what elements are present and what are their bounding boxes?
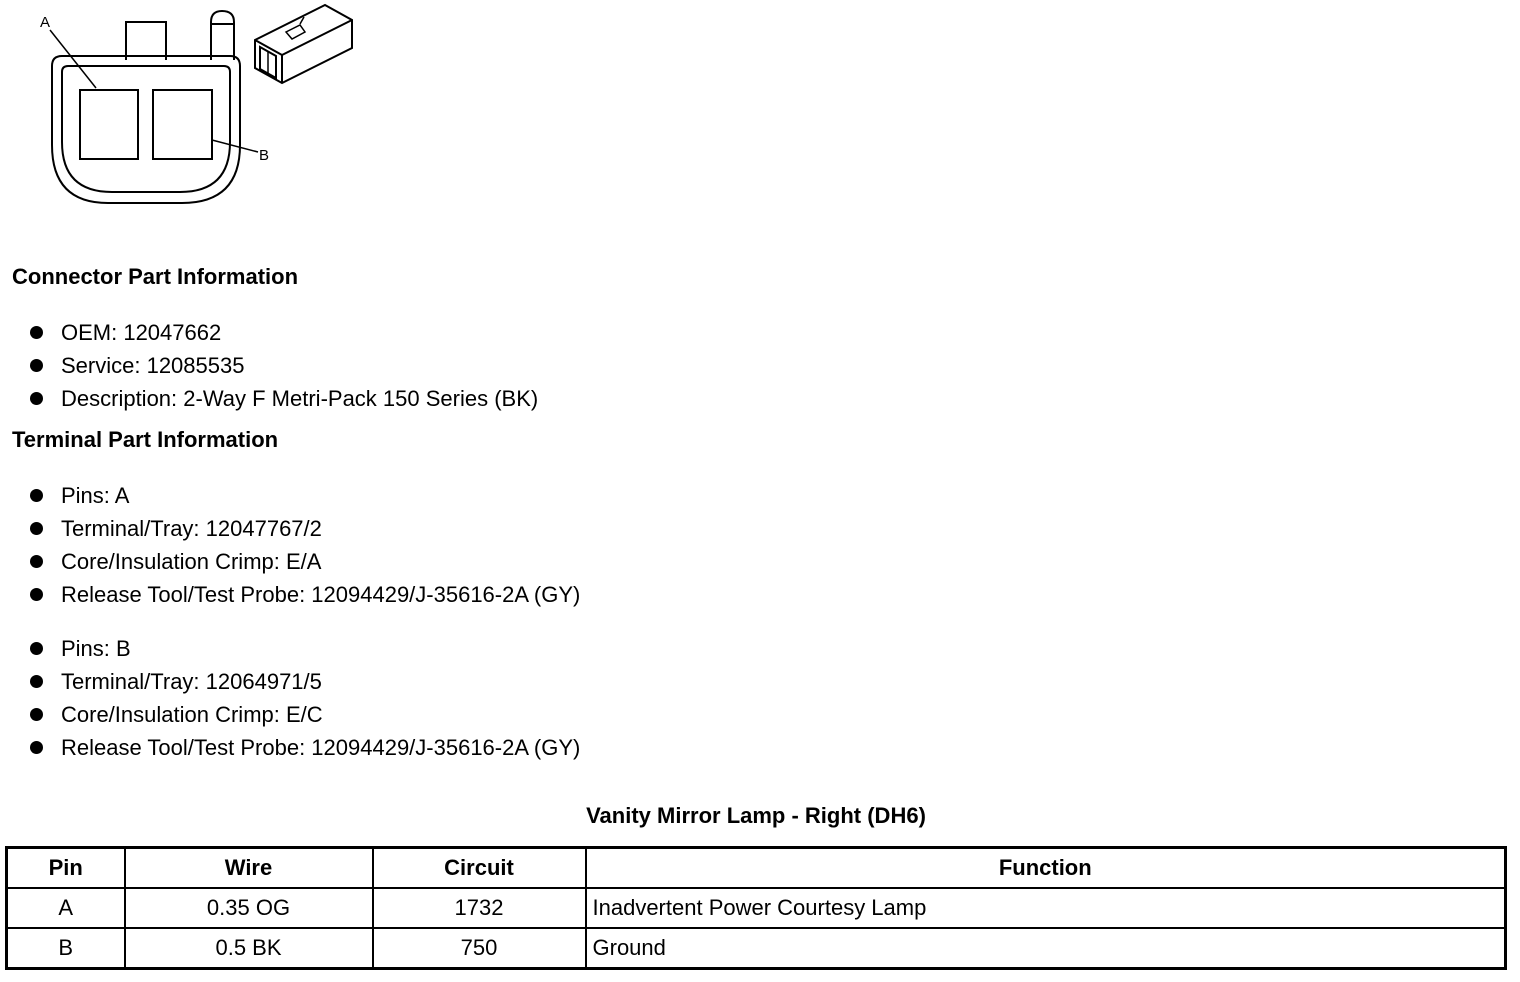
list-item [28, 382, 538, 415]
list-item [28, 316, 538, 349]
table-row [7, 928, 1506, 969]
bullet-icon [30, 555, 43, 568]
pin-function-table [5, 846, 1507, 970]
cell-function: Inadvertent Power Courtesy Lamp [586, 888, 1506, 928]
cell-function: Ground [586, 928, 1506, 969]
list-item [28, 578, 580, 611]
list-item [28, 665, 580, 698]
bullet-icon [30, 642, 43, 655]
bullet-icon [30, 675, 43, 688]
cell-circuit: 1732 [373, 888, 586, 928]
cell-pin: B [7, 928, 125, 969]
pin-a-callout: A [40, 14, 51, 31]
header-wire: Wire [125, 848, 373, 889]
table-title: Vanity Mirror Lamp - Right (DH6) [586, 803, 926, 828]
connector-service: Service: 12085535 [61, 353, 245, 378]
connector-oem: OEM: 12047662 [61, 320, 222, 345]
table-header-row [7, 848, 1506, 889]
connector-diagram [0, 0, 380, 215]
terminal-pins: Pins: B [61, 636, 131, 661]
list-item [28, 479, 580, 512]
cell-wire: 0.5 BK [125, 928, 373, 969]
bullet-icon [30, 489, 43, 502]
bullet-icon [30, 741, 43, 754]
connector-info-heading: Connector Part Information [12, 264, 299, 289]
terminal-info-list-pin-a [28, 479, 580, 611]
terminal-tray: Terminal/Tray: 12047767/2 [61, 516, 322, 541]
cell-pin: A [7, 888, 125, 928]
connector-info-list [28, 316, 538, 415]
list-item [28, 545, 580, 578]
bullet-icon [30, 359, 43, 372]
pin-b-callout: B [259, 147, 270, 164]
list-item [28, 731, 580, 764]
bullet-icon [30, 392, 43, 405]
header-circuit: Circuit [373, 848, 586, 889]
header-pin: Pin [7, 848, 125, 889]
terminal-release-tool: Release Tool/Test Probe: 12094429/J-35616-2A (GY) [61, 582, 581, 607]
terminal-pins: Pins: A [61, 483, 130, 508]
table-row [7, 888, 1506, 928]
list-item [28, 698, 580, 731]
list-item [28, 632, 580, 665]
terminal-crimp: Core/Insulation Crimp: E/C [61, 702, 323, 727]
list-item [28, 512, 580, 545]
bullet-icon [30, 708, 43, 721]
terminal-info-list-pin-b [28, 632, 580, 764]
bullet-icon [30, 326, 43, 339]
terminal-release-tool: Release Tool/Test Probe: 12094429/J-35616-2A (GY) [61, 735, 581, 760]
bullet-icon [30, 588, 43, 601]
terminal-info-heading: Terminal Part Information [12, 427, 279, 452]
list-item [28, 349, 538, 382]
cell-wire: 0.35 OG [125, 888, 373, 928]
terminal-crimp: Core/Insulation Crimp: E/A [61, 549, 322, 574]
connector-face-drawing [0, 0, 380, 215]
header-function: Function [586, 848, 1506, 889]
bullet-icon [30, 522, 43, 535]
cell-circuit: 750 [373, 928, 586, 969]
terminal-tray: Terminal/Tray: 12064971/5 [61, 669, 322, 694]
connector-description: Description: 2-Way F Metri-Pack 150 Series (BK) [61, 386, 539, 411]
